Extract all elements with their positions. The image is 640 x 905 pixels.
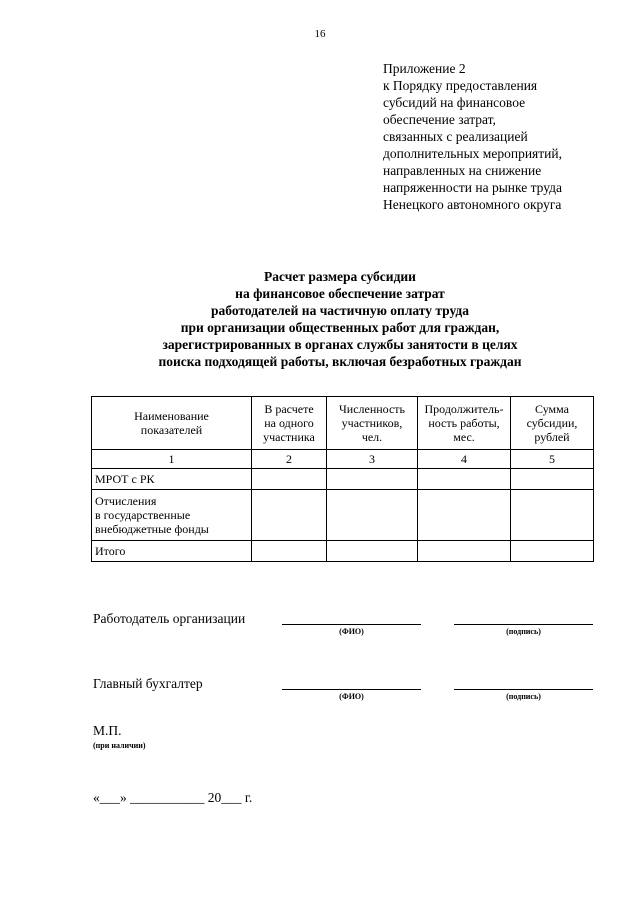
- appendix-line: субсидий на финансовое: [383, 95, 526, 110]
- appendix-line: напряженности на рынке труда: [383, 180, 563, 195]
- stamp-note: (при наличии): [93, 741, 146, 750]
- table-cell: [418, 541, 511, 562]
- accountant-fio-caption: (ФИО): [339, 692, 364, 701]
- column-number: 4: [418, 450, 511, 469]
- appendix-line: обеспечение затрат,: [383, 112, 496, 127]
- header-cell-participants-count: Численность участников, чел.: [327, 397, 418, 450]
- column-number: 3: [327, 450, 418, 469]
- table-cell: [252, 469, 327, 490]
- accountant-fio-line: [282, 689, 421, 690]
- column-number: 2: [252, 450, 327, 469]
- row-label: Отчисления в государственные внебюджетные фонды: [92, 490, 252, 541]
- appendix-line: связанных с реализацией: [383, 129, 528, 144]
- document-title: [60, 268, 620, 370]
- table-row: [92, 469, 594, 490]
- column-number: 1: [92, 450, 252, 469]
- header-cell-indicator: Наименование показателей: [92, 397, 252, 450]
- appendix-line: к Порядку предоставления: [383, 78, 538, 93]
- page-number: 16: [314, 28, 326, 40]
- header-cell-subsidy-amount: Сумма субсидии, рублей: [511, 397, 594, 450]
- table-row: [92, 490, 594, 541]
- table-number-row: [92, 450, 594, 469]
- table-cell: [418, 490, 511, 541]
- table-cell: [511, 541, 594, 562]
- appendix-line: направленных на снижение: [383, 163, 542, 178]
- accountant-label: Главный бухгалтер: [93, 676, 203, 691]
- table-cell: [252, 541, 327, 562]
- appendix-line: дополнительных мероприятий,: [383, 146, 562, 161]
- accountant-signature-caption: (подпись): [506, 692, 541, 701]
- table-cell: [327, 541, 418, 562]
- title-line: зарегистрированных в органах службы занятости в целях: [162, 337, 518, 352]
- title-line: Расчет размера субсидии: [264, 269, 416, 284]
- accountant-signature-line: [454, 689, 593, 690]
- table-cell: [418, 469, 511, 490]
- appendix-line: Приложение 2: [383, 61, 466, 76]
- title-line: работодателей на частичную оплату труда: [211, 303, 469, 318]
- title-line: при организации общественных работ для граждан,: [180, 320, 500, 335]
- date-line: «___» ___________ 20___ г.: [93, 790, 253, 805]
- table-cell: [327, 469, 418, 490]
- employer-fio-line: [282, 624, 421, 625]
- employer-signature-caption: (подпись): [506, 627, 541, 636]
- column-number: 5: [511, 450, 594, 469]
- row-label: МРОТ с РК: [92, 469, 252, 490]
- employer-fio-caption: (ФИО): [339, 627, 364, 636]
- employer-signature-line: [454, 624, 593, 625]
- table-header-row: [92, 397, 594, 450]
- appendix-note: [383, 60, 623, 213]
- row-label: Итого: [92, 541, 252, 562]
- header-cell-duration: Продолжитель- ность работы, мес.: [418, 397, 511, 450]
- table-cell: [327, 490, 418, 541]
- calculation-table: [91, 396, 594, 562]
- table-row: [92, 541, 594, 562]
- title-line: поиска подходящей работы, включая безработных граждан: [158, 354, 522, 369]
- table-cell: [252, 490, 327, 541]
- appendix-line: Ненецкого автономного округа: [383, 197, 562, 212]
- table-cell: [511, 490, 594, 541]
- stamp-label: М.П.: [93, 723, 122, 738]
- table-cell: [511, 469, 594, 490]
- title-line: на финансовое обеспечение затрат: [235, 286, 445, 301]
- header-cell-per-participant: В расчете на одного участника: [252, 397, 327, 450]
- employer-label: Работодатель организации: [93, 611, 246, 626]
